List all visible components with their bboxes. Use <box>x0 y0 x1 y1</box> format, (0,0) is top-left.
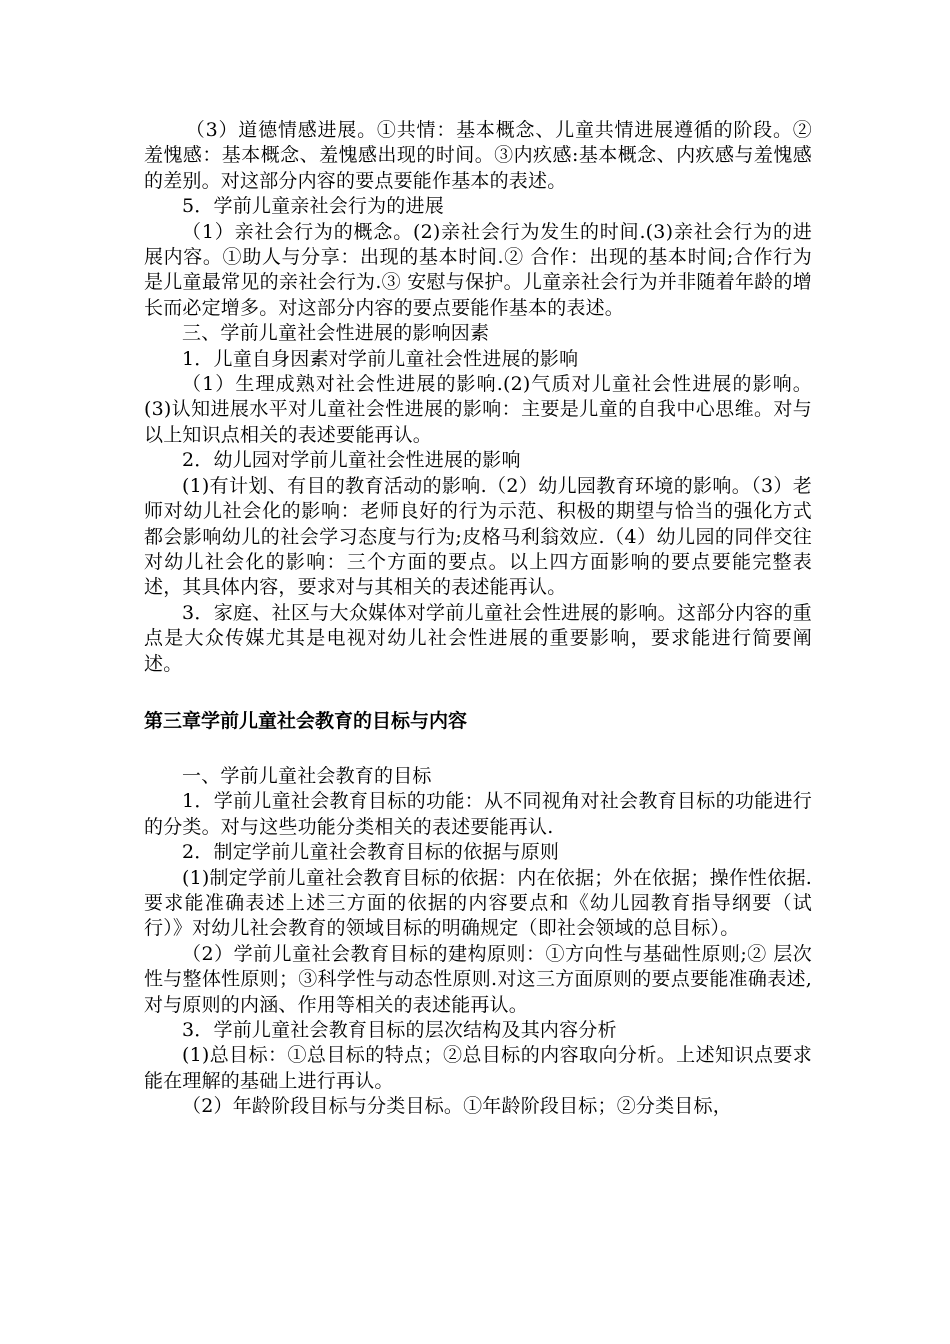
section-subheading: 2．幼儿园对学前儿童社会性进展的影响 <box>182 449 521 472</box>
section-subheading: 3．学前儿童社会教育目标的层次结构及其内容分析 <box>182 1019 617 1041</box>
paragraph: （2）学前儿童社会教育目标的建构原则：①方向性与基础性原则;② 层次性与整体性原则；③科学性与动态性原则.对这三方面原则的要点要能准确表述,对与原则的内涵、作用等相关的表述能再认。 <box>144 942 812 1016</box>
section-subheading: 1．儿童自身因素对学前儿童社会性进展的影响 <box>182 347 579 370</box>
paragraph: 3．家庭、社区与大众媒体对学前儿童社会性进展的影响。这部分内容的重点是大众传媒尤其是电视对幼儿社会性进展的重要影响，要求能进行简要阐述。 <box>144 601 812 675</box>
paragraph: (1)有计划、有目的教育活动的影响.（2）幼儿园教育环境的影响。（3）老师对幼儿社会化的影响：老师良好的行为示范、积极的期望与恰当的强化方式都会影响幼儿的社会学习态度与行为;皮格马利翁效应.（4）幼儿园的同伴交往对幼儿社会化的影响：三个方面的要点。以上四方面影响的要点要能完整表述，其具体内容，要求对与其相关的表述能再认。 <box>144 474 812 599</box>
section-subheading: 5．学前儿童亲社会行为的进展 <box>182 195 444 218</box>
paragraph: (1)总目标：①总目标的特点；②总目标的内容取向分析。上述知识点要求能在理解的基础上进行再认。 <box>144 1044 812 1092</box>
paragraph: （2）年龄阶段目标与分类目标。①年龄阶段目标；②分类目标， <box>182 1095 732 1118</box>
paragraph: （1）亲社会行为的概念。(2)亲社会行为发生的时间.(3)亲社会行为的进展内容。①助人与分享：出现的基本时间.② 合作：出现的基本时间;合作行为是儿童最常见的亲社会行为.③ 安慰与保护。儿童亲社会行为并非随着年龄的增长而必定增多。对这部分内容的要点要能作基本的表述。 <box>144 220 812 319</box>
paragraph: （3）道德情感进展。①共情：基本概念、儿童共情进展遵循的阶段。②羞愧感：基本概念、羞愧感出现的时间。③内疚感:基本概念、内疚感与羞愧感的差别。对这部分内容的要点要能作基本的表述。 <box>144 119 812 192</box>
chapter-title: 第三章学前儿童社会教育的目标与内容 <box>144 709 468 732</box>
paragraph: （1）生理成熟对社会性进展的影响.(2)气质对儿童社会性进展的影响。(3)认知进展水平对儿童社会性进展的影响：主要是儿童的自我中心思维。对与以上知识点相关的表述要能再认。 <box>144 373 812 446</box>
document-page <box>144 118 812 1120</box>
section-heading: 三、学前儿童社会性进展的影响因素 <box>182 322 490 345</box>
section-subheading: 2．制定学前儿童社会教育目标的依据与原则 <box>182 841 560 864</box>
paragraph: (1)制定学前儿童社会教育目标的依据：内在依据；外在依据；操作性依据.要求能准确表述上述三方面的依据的内容要点和《幼儿园教育指导纲要（试行）》对幼儿社会教育的领域目标的明确规定（即社会领域的总目标）。 <box>144 866 812 940</box>
section-heading: 一、学前儿童社会教育的目标 <box>182 764 432 787</box>
paragraph: 1．学前儿童社会教育目标的功能：从不同视角对社会教育目标的功能进行的分类。对与这些功能分类相关的表述要能再认. <box>144 790 812 838</box>
